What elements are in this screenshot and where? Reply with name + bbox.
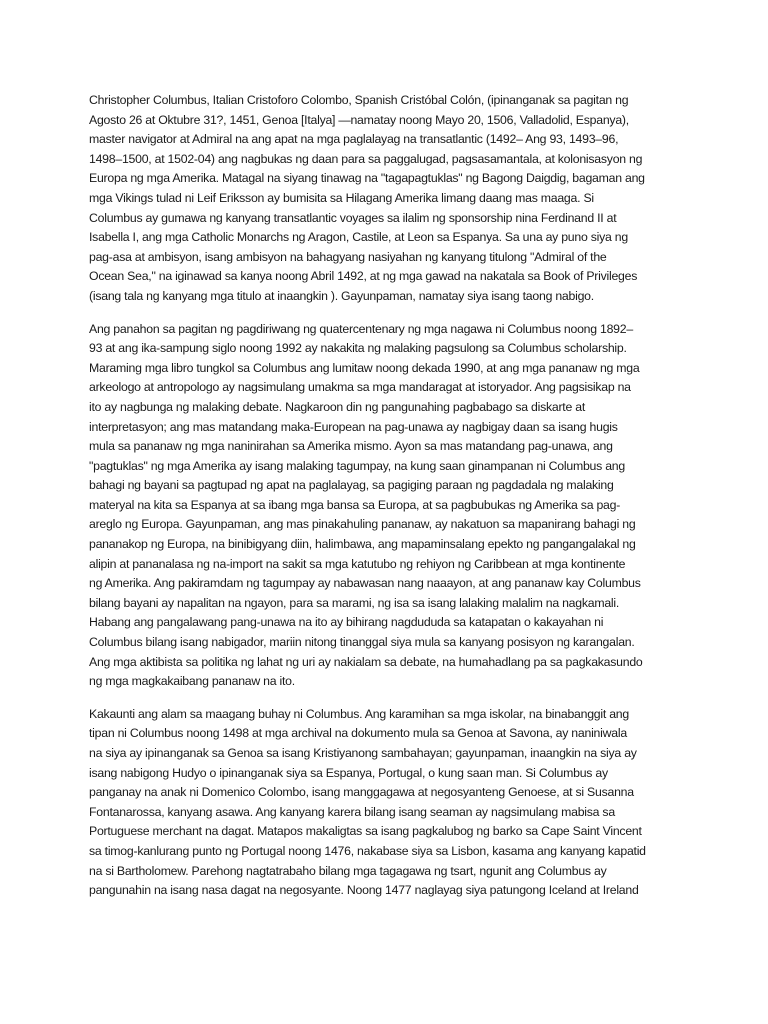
text-line: panganay na anak ni Domenico Colombo, isang manggagawa at negosyanteng Genoese, at si Susanna [89, 785, 634, 800]
text-line: 93 at ang ika-sampung siglo noong 1992 ay nakakita ng malaking pagsulong sa Columbus scholarship. [89, 341, 627, 356]
text-line: areglo ng Europa. Gayunpaman, ang mas pinakahuling pananaw, ay nakatuon sa mapanirang bahagi ng [89, 517, 636, 532]
text-line: ng mga magkakaibang pananaw na ito. [89, 674, 295, 689]
paragraph-columbus-early-life [89, 705, 681, 901]
text-line: arkeologo at antropologo ay nagsimulang umakma sa mga mandaragat at istoryador. Ang pagsisikap na [89, 380, 631, 395]
text-line: pag-asa at ambisyon, isang ambisyon na bahagyang nasiyahan ng kanyang titulong "Admiral of the [89, 249, 607, 264]
text-line: Columbus bilang isang nabigador, mariin nitong tinanggal siya mula sa kanyang posisyon ng karangalan. [89, 635, 635, 650]
text-line: Maraming mga libro tungkol sa Columbus ang lumitaw noong dekada 1990, at ang mga pananaw ng mga [89, 360, 640, 375]
text-line: (isang tala ng kanyang mga titulo at inaangkin ). Gayunpaman, namatay siya isang taong nabigo. [89, 288, 594, 303]
text-line: Ang panahon sa pagitan ng pagdiriwang ng quatercentenary ng mga nagawa ni Columbus noong 1892– [89, 321, 633, 336]
text-line: mga Vikings tulad ni Leif Eriksson ay bumisita sa Hilagang Amerika limang daang mas maaga. Si [89, 190, 594, 205]
text-line: Europa ng mga Amerika. Matagal na siyang tinawag na "tagapagtuklas" ng Bagong Daigdig, bagaman ang [89, 171, 645, 186]
text-line: mula sa pananaw ng mga naninirahan sa Amerika mismo. Ayon sa mas matandang pag-unawa, ang [89, 439, 613, 454]
text-line: Agosto 26 at Oktubre 31?, 1451, Genoa [Italya] —namatay noong Mayo 20, 1506, Valladolid, Espanya), [89, 112, 629, 127]
text-line: tipan ni Columbus noong 1498 at mga archival na dokumento mula sa Genoa at Savona, ay naniniwala [89, 726, 627, 741]
text-line: Ocean Sea," na iginawad sa kanya noong Abril 1492, at ng mga gawad na nakatala sa Book of Privileges [89, 269, 638, 284]
text-line: ito ay nagbunga ng malaking debate. Nagkaroon din ng pangunahing pagbabago sa diskarte at [89, 399, 585, 414]
text-line: alipin at pananalasa ng na-import na sakit sa mga katutubo ng rehiyon ng Caribbean at mga kontinente [89, 556, 626, 571]
text-line: Christopher Columbus, Italian Cristoforo Colombo, Spanish Cristóbal Colón, (ipinanganak sa pagitan ng [89, 93, 629, 107]
text-line: Columbus ay gumawa ng kanyang transatlantic voyages sa ilalim ng sponsorship nina Ferdinand II at [89, 210, 617, 225]
text-line: sa timog-kanlurang punto ng Portugal noong 1476, nakabase siya sa Lisbon, kasama ang kanyang kapatid [89, 843, 646, 858]
text-line: pangunahin na isang nasa dagat na negosyante. Noong 1477 naglayag siya patungong Iceland at Ireland [89, 883, 639, 898]
text-line: na si Bartholomew. Parehong nagtatrabaho bilang mga tagagawa ng tsart, ngunit ang Columbus ay [89, 863, 607, 878]
text-line: materyal na kita sa Espanya at sa ibang mga bansa sa Europa, at sa pagbubukas ng Amerika sa pag- [89, 497, 621, 512]
paragraph-columbus-scholarship [89, 320, 681, 692]
text-line: pananakop ng Europa, na binibigyang diin, halimbawa, ang mapaminsalang epekto ng pangangalakal ng [89, 537, 636, 552]
text-line: Habang ang pangalawang pang-unawa na ito ay bihirang nagdududa sa katapatan o kakayahan ni [89, 615, 604, 630]
text-line: Isabella I, ang mga Catholic Monarchs ng Aragon, Castile, at Leon sa Espanya. Sa una ay puno siya ng [89, 230, 628, 245]
text-line: isang nabigong Hudyo o ipinanganak siya sa Espanya, Portugal, o kung saan man. Si Columbus ay [89, 765, 608, 780]
paragraph-columbus-biography [89, 91, 681, 307]
text-line: bilang bayani ay napalitan na ngayon, para sa marami, ng isa sa isang lalaking malalim na nagkamali. [89, 595, 620, 610]
text-line: master navigator at Admiral na ang apat na mga paglalayag na transatlantic (1492– Ang 93, 1493–96, [89, 132, 619, 147]
text-line: interpretasyon; ang mas matandang maka-European na pag-unawa ay nagbigay daan sa isang hugis [89, 419, 618, 434]
text-line: ng Amerika. Ang pakiramdam ng tagumpay ay nabawasan nang naaayon, at ang pananaw kay Columbus [89, 576, 641, 591]
text-line: Ang mga aktibista sa politika ng lahat ng uri ay nakialam sa debate, na humahadlang pa sa pagkakasundo [89, 654, 643, 669]
text-line: Fontanarossa, kanyang asawa. Ang kanyang karera bilang isang seaman ay nagsimulang mabisa sa [89, 804, 615, 819]
text-line: na siya ay ipinanganak sa Genoa sa isang Kristiyanong sambahayan; gayunpaman, inaangkin na siya ay [89, 746, 637, 760]
text-line: Portuguese merchant na dagat. Matapos makaligtas sa isang pagkalubog ng barko sa Cape Saint Vincent [89, 824, 642, 839]
text-line: 1498–1500, at 1502-04) ang nagbukas ng daan para sa paggalugad, pagsasamantala, at kolonisasyon ng [89, 151, 643, 166]
text-line: bahagi ng bayani sa pagtupad ng apat na paglalayag, sa pagiging paraan ng pagdadala ng malaking [89, 478, 614, 493]
text-line: Kakaunti ang alam sa maagang buhay ni Columbus. Ang karamihan sa mga iskolar, na binabanggit ang [89, 706, 629, 721]
text-line: "pagtuklas" ng mga Amerika ay isang malaking tagumpay, na kung saan ginampanan ni Columbus ang [89, 458, 625, 473]
document-page [89, 91, 681, 914]
